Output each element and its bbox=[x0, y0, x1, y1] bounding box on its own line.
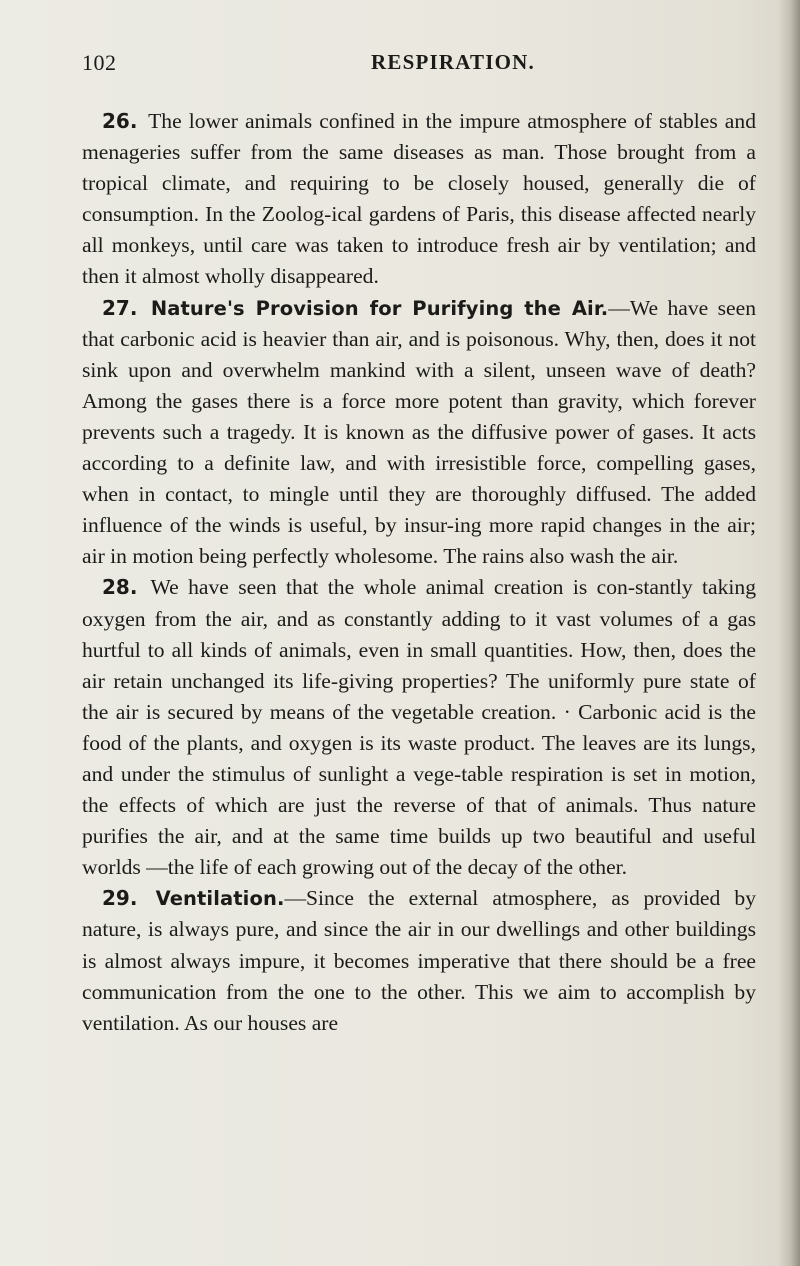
running-head bbox=[82, 50, 754, 80]
paragraph-text: The lower animals confined in the impure atmosphere of stables and menageries suffer from the same diseases as man. Those brought from a tropical climate, and requiring to be closely housed, generally die of consumption. In the Zoolog-ical gardens of Paris, this disease affected nearly all monkeys, until care was taken to introduce fresh air by ventilation; and then it almost wholly disappeared. bbox=[82, 109, 756, 289]
section-number: 29. bbox=[102, 886, 138, 911]
section-heading: Ventilation. bbox=[155, 887, 285, 911]
paragraph-28 bbox=[82, 572, 756, 883]
section-heading: Nature's Provision for Purifying the Air. bbox=[150, 296, 609, 320]
page-number: 102 bbox=[82, 50, 117, 75]
paragraph-text: We have seen that the whole animal creation is con-stantly taking oxygen from the air, and as constantly adding to it vast volumes of a gas hurtful to all kinds of animals, even in small quantities. How, then, does the air retain unchanged its life-giving properties? The uniformly pure state of the air is secured by means of the vegetable creation. · Carbonic acid is the food of the plants, and oxygen is its waste product. The leaves are its lungs, and under the stimulus of sunlight a vege-table respiration is set in motion, the effects of which are just the reverse of that of animals. Thus nature purifies the air, and at the same time builds up two beautiful and useful worlds —the life of each growing out of the decay of the other. bbox=[82, 575, 756, 880]
body-text bbox=[82, 106, 756, 1039]
paragraph-26 bbox=[82, 106, 756, 293]
section-number: 26. bbox=[102, 109, 138, 133]
paragraph-text: —Since the external atmosphere, as provided by nature, is always pure, and since the air in our dwellings and other buildings is almost always impure, it becomes imperative that there should be a free communication from the one to the other. This we aim to accomplish by ventilation. As our houses are bbox=[82, 886, 756, 1035]
paragraph-text: —We have seen that carbonic acid is heavier than air, and is poisonous. Why, then, does it not sink upon and overwhelm mankind with a silent, unseen wave of death? Among the gases there is a force more potent than gravity, which forever prevents such a tragedy. It is known as the diffusive power of gases. It acts according to a definite law, and with irresistible force, compelling gases, when in contact, to mingle until they are thoroughly diffused. The added influence of the winds is useful, by insur-ing more rapid changes in the air; air in motion being perfectly wholesome. The rains also wash the air. bbox=[82, 295, 756, 569]
paragraph-29 bbox=[82, 883, 756, 1038]
running-title: RESPIRATION. bbox=[371, 50, 535, 74]
page-edge-shadow bbox=[778, 0, 800, 1266]
section-number: 28. bbox=[102, 575, 138, 600]
section-number: 27. bbox=[102, 295, 138, 320]
paragraph-27 bbox=[82, 293, 756, 573]
